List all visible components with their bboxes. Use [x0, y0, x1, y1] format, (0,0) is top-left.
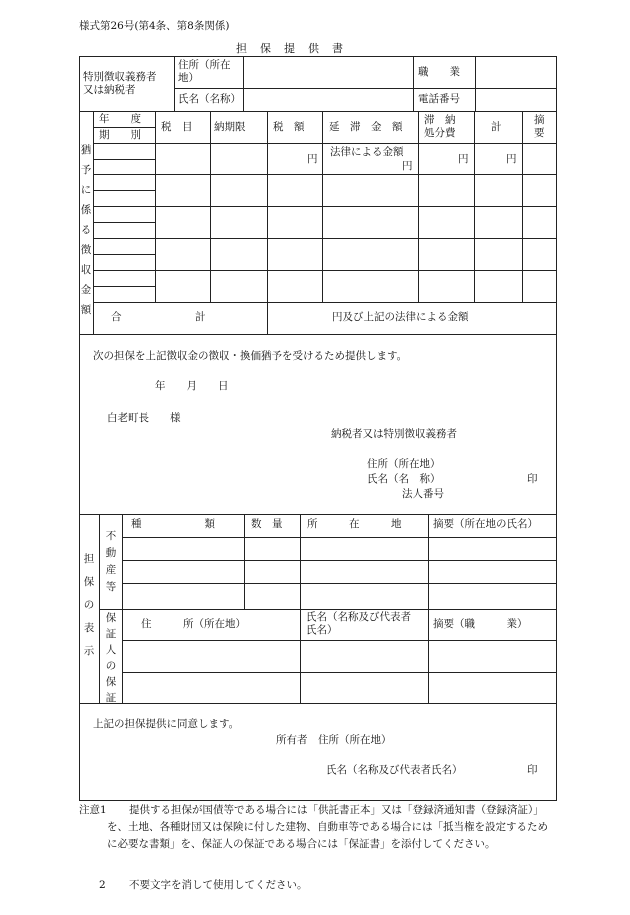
addressee: 白老町長 様 [107, 412, 181, 424]
legal-amount-label: 法律による金額 [330, 146, 404, 158]
form-title: 担 保 提 供 書 [236, 42, 344, 55]
total-header: 計 [491, 121, 502, 133]
collateral-side-label: 担保の表示 [83, 553, 95, 657]
taxpayer-address-label: 住所（所在 地） [178, 59, 231, 84]
real-estate-type-header: 種 類 [131, 518, 215, 530]
submitter-address-label: 住所（所在地） [367, 458, 441, 470]
owner-seal-mark: 印 [527, 764, 538, 776]
note-1: 提供する担保が国債等である場合には「供託書正本」又は「登録済通知書（登録済証）」を、土地、各種財団又は保険に付した建物、自動車等である場合には「抵当権を設定するために必要な書類」を、保証人の保証である場合には「保証書」を添付してください。 [107, 804, 548, 850]
real-estate-quantity-header: 数 量 [251, 518, 283, 530]
owner-address-label: 所有者 住所（所在地） [276, 734, 392, 746]
note-2: 不要文字を消して使用してください。 [129, 879, 308, 891]
note-2-number: 2 [99, 879, 106, 891]
real-estate-label: 不動産等 [105, 530, 117, 593]
tax-amount-header: 税 額 [273, 121, 305, 133]
guarantor-label: 保証人の保証 [105, 612, 117, 704]
guarantor-remarks-header: 摘要（職 業） [433, 618, 528, 630]
notes-prefix: 注意1 [79, 804, 107, 816]
taxpayer-name-label: 氏名（名称） [178, 93, 241, 105]
submitter-seal-mark: 印 [527, 473, 538, 485]
declaration-statement: 次の担保を上記徴収金の徴収・換価猶予を受けるため提供します。 [93, 350, 408, 362]
date-line: 年 月 日 [155, 380, 229, 392]
late-fee-header: 延 滞 金 額 [329, 121, 403, 133]
guarantor-name-header: 氏名（名称及び代表者 氏名） [306, 611, 411, 636]
due-date-header: 納期限 [214, 121, 246, 133]
disposal-cost-yen: 円 [458, 153, 469, 165]
corporate-number-label: 法人番号 [402, 488, 444, 500]
submitter-name-label: 氏名（名 称） [367, 473, 441, 485]
real-estate-remarks-header: 摘要（所在地の氏名） [433, 518, 538, 530]
phone-label: 電話番号 [418, 93, 460, 105]
tax-amount-yen: 円 [307, 153, 318, 165]
late-fee-yen: 円 [402, 160, 413, 172]
taxpayer-label: 特別徴収義務者 又は納税者 [83, 71, 157, 96]
grace-side-label: 猶予に係る徴収金額 [80, 144, 92, 316]
guarantor-address-header: 住 所（所在地） [141, 618, 246, 630]
period-header: 期 別 [99, 129, 141, 141]
tax-item-header: 税 目 [161, 121, 193, 133]
grand-total-label: 合 計 [111, 311, 206, 323]
occupation-label: 職 業 [418, 66, 460, 78]
disposal-cost-header: 滞 納 処分費 [424, 114, 456, 139]
remarks-header: 摘 要 [534, 114, 545, 139]
real-estate-location-header: 所 在 地 [307, 518, 402, 530]
submitter-title: 納税者又は特別徴収義務者 [331, 428, 457, 440]
form-number: 様式第26号(第4条、第8条関係) [79, 20, 230, 32]
fiscal-year-header: 年 度 [99, 113, 141, 125]
grand-total-note: 円及び上記の法律による金額 [332, 311, 469, 323]
total-yen: 円 [506, 153, 517, 165]
owner-name-label: 氏名（名称及び代表者氏名） [326, 764, 463, 776]
consent-statement: 上記の担保提供に同意します。 [93, 718, 240, 730]
